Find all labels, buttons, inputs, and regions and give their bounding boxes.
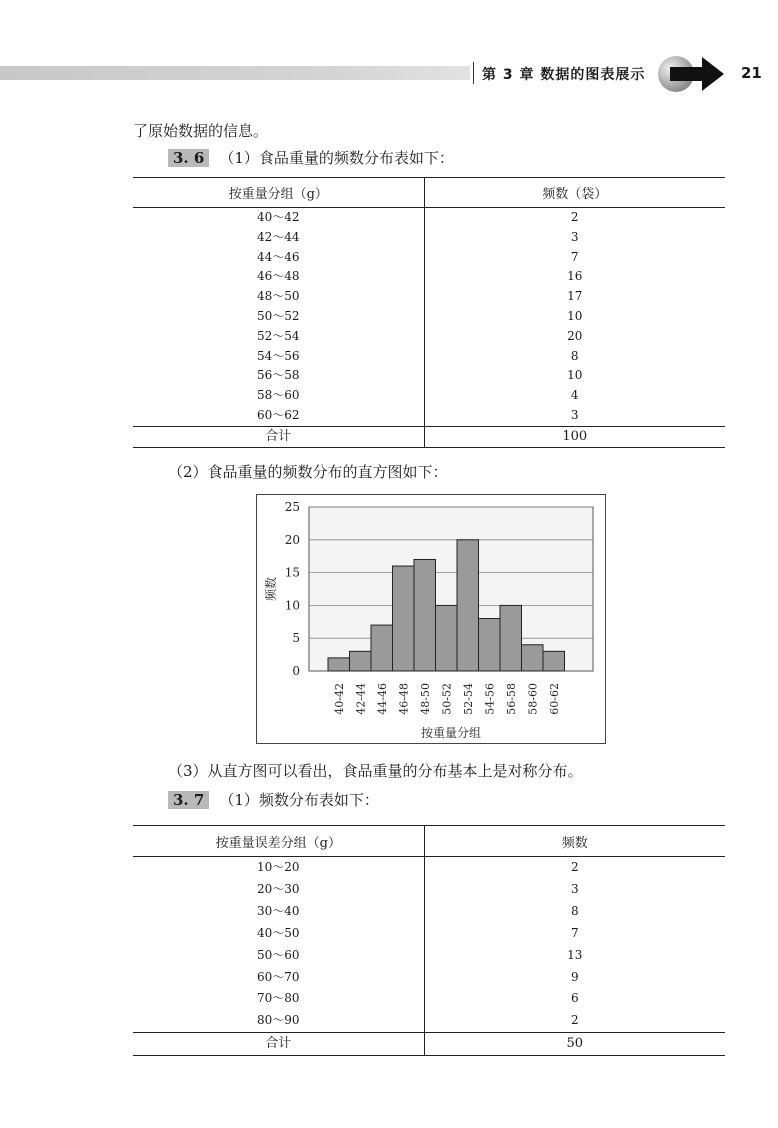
group-cell: 60～62 (133, 406, 424, 426)
histogram-bar (457, 540, 479, 671)
y-tick-label: 10 (284, 598, 300, 613)
group-cell: 54～56 (133, 347, 424, 367)
frequency-cell: 10 (567, 368, 583, 383)
table-row (133, 208, 725, 228)
y-tick-label: 15 (284, 565, 300, 580)
table-row (133, 923, 725, 945)
table-row (133, 366, 725, 386)
group-cell: 80～90 (133, 1010, 424, 1032)
histogram-bar (543, 651, 565, 671)
frequency-cell: 2 (570, 210, 579, 224)
total-value: 100 (424, 426, 725, 447)
group-cell: 40～50 (133, 923, 424, 945)
table-row (133, 347, 725, 367)
x-tick-label: 42-44 (354, 683, 368, 715)
page-number: 21 (741, 64, 762, 82)
total-label: 合计 (133, 1033, 424, 1056)
table-row (133, 967, 725, 989)
frequency-cell: 8 (570, 903, 579, 918)
histogram-bar (479, 619, 501, 671)
group-cell: 42～44 (133, 228, 424, 248)
x-tick-label: 40-42 (332, 683, 346, 715)
y-tick-label: 5 (292, 631, 300, 646)
frequency-cell: 8 (570, 348, 579, 363)
table-row (133, 307, 725, 327)
total-value: 50 (424, 1033, 725, 1056)
question-3-7-intro (168, 789, 379, 810)
question-text: （1）频数分布表如下： (219, 791, 379, 809)
table-row (133, 267, 725, 287)
group-cell: 50～52 (133, 307, 424, 327)
table-row (133, 901, 725, 923)
histogram-bar (350, 651, 372, 671)
table-row (133, 287, 725, 307)
table-row (133, 988, 725, 1010)
frequency-cell: 10 (567, 308, 583, 323)
group-cell: 70～80 (133, 988, 424, 1010)
group-cell: 56～58 (133, 366, 424, 386)
frequency-cell: 3 (570, 881, 579, 896)
histogram-bar (328, 658, 350, 671)
y-tick-label: 25 (284, 500, 300, 514)
histogram-bar (393, 566, 415, 671)
x-axis-label: 按重量分组 (420, 726, 482, 740)
y-tick-label: 0 (292, 664, 300, 678)
x-tick-label: 60-62 (547, 683, 561, 715)
x-tick-label: 44-46 (375, 683, 389, 715)
x-tick-label: 52-54 (461, 683, 475, 715)
frequency-cell: 2 (570, 1013, 579, 1028)
continued-text: 了原始数据的信息。 (133, 122, 269, 140)
table-header: 频数 (424, 826, 725, 857)
frequency-cell: 3 (570, 407, 579, 422)
frequency-cell: 7 (570, 925, 579, 940)
group-cell: 20～30 (133, 879, 424, 901)
group-cell: 50～60 (133, 945, 424, 967)
frequency-cell: 13 (567, 947, 583, 962)
histogram-svg (257, 495, 605, 743)
table-row (133, 228, 725, 248)
histogram-chart (256, 494, 606, 744)
table-header: 按重量误差分组（g） (133, 826, 424, 857)
histogram-bar (371, 625, 393, 671)
question-3-6-part3: （3）从直方图可以看出，食品重量的分布基本上是对称分布。 (168, 762, 583, 780)
histogram-bar (436, 605, 458, 671)
question-3-6-intro (168, 147, 454, 168)
histogram-bar (522, 645, 544, 671)
total-row (133, 426, 725, 447)
frequency-table-error (133, 825, 725, 1056)
chapter-title: 第 3 章 数据的图表展示 (482, 67, 646, 83)
frequency-cell: 7 (570, 249, 579, 264)
table-header: 按重量分组（g） (133, 178, 424, 208)
histogram-bar (414, 559, 436, 671)
table-row (133, 879, 725, 901)
group-cell: 48～50 (133, 287, 424, 307)
total-row (133, 1033, 725, 1056)
y-tick-label: 20 (284, 532, 300, 547)
group-cell: 52～54 (133, 327, 424, 347)
frequency-cell: 17 (567, 289, 583, 304)
frequency-cell: 9 (570, 969, 579, 984)
group-cell: 10～20 (133, 857, 424, 879)
frequency-cell: 4 (570, 388, 579, 403)
total-label: 合计 (133, 426, 424, 447)
header-separator (473, 62, 474, 84)
group-cell: 46～48 (133, 267, 424, 287)
group-cell: 30～40 (133, 901, 424, 923)
table-header: 频数（袋） (424, 178, 725, 208)
question-number-badge: 3. 6 (168, 149, 209, 167)
group-cell: 44～46 (133, 248, 424, 268)
question-3-6-part2: （2）食品重量的频数分布的直方图如下： (168, 463, 448, 481)
group-cell: 58～60 (133, 386, 424, 406)
frequency-cell: 16 (567, 269, 583, 284)
table-row (133, 857, 725, 879)
header-band (0, 66, 470, 80)
x-tick-label: 46-48 (397, 683, 411, 715)
x-tick-label: 58-60 (526, 683, 540, 715)
table-row (133, 386, 725, 406)
table-row (133, 327, 725, 347)
frequency-cell: 6 (570, 991, 579, 1006)
question-text: （1）食品重量的频数分布表如下： (219, 149, 454, 167)
x-tick-label: 56-58 (504, 683, 518, 715)
group-cell: 60～70 (133, 967, 424, 989)
x-tick-label: 50-52 (440, 683, 454, 715)
table-row (133, 248, 725, 268)
frequency-cell: 2 (570, 860, 579, 874)
frequency-table-weight (133, 177, 725, 448)
x-tick-label: 54-56 (483, 683, 497, 715)
histogram-bar (500, 605, 522, 671)
group-cell: 40～42 (133, 208, 424, 228)
y-axis-label: 频数 (264, 576, 278, 602)
table-row (133, 945, 725, 967)
table-row (133, 1010, 725, 1032)
arrow-icon (656, 52, 726, 96)
x-tick-label: 48-50 (418, 683, 432, 715)
question-number-badge: 3. 7 (168, 791, 209, 809)
table-row (133, 406, 725, 426)
frequency-cell: 20 (567, 328, 583, 343)
frequency-cell: 3 (570, 229, 579, 244)
